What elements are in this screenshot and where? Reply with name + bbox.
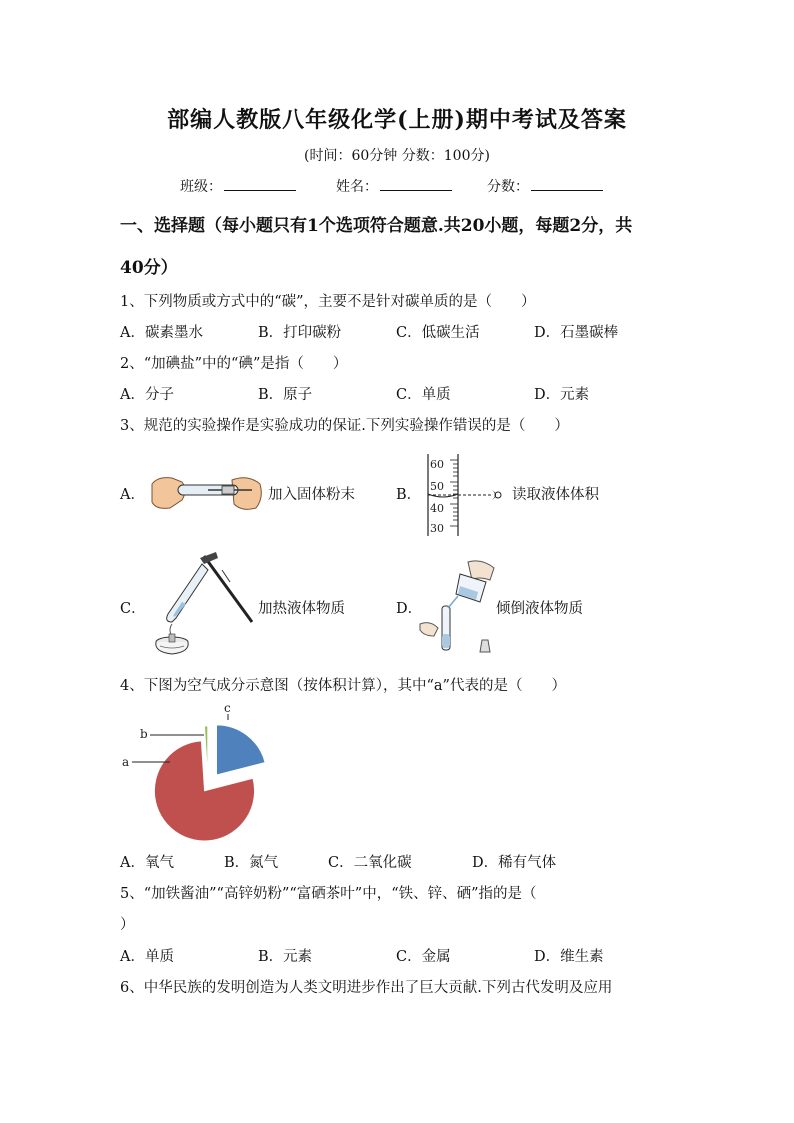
q3-option-c-letter[interactable]: C． (120, 601, 146, 617)
pie-slice-c (217, 725, 265, 775)
class-field (180, 176, 296, 196)
pie-label-a: a (122, 755, 130, 769)
q1-option-a[interactable]: A．碳素墨水 (120, 325, 203, 341)
section-heading: 一、选择题（每小题只有1个选项符合题意.共20小题，每题2分，共 (120, 216, 633, 236)
q3-option-d-letter[interactable]: D． (396, 601, 423, 617)
q5-option-c[interactable]: C．金属 (396, 949, 451, 965)
q3-option-d-label: 倾倒液体物质 (496, 601, 583, 617)
q4-option-c[interactable]: C．二氧化碳 (328, 855, 412, 871)
score-field (487, 176, 603, 196)
question-6-stem: 6、中华民族的发明创造为人类文明进步作出了巨大贡献.下列古代发明及应用 (120, 980, 613, 996)
class-label: 班级： (180, 179, 222, 195)
pouring-liquid-icon (416, 556, 498, 656)
exam-time-score: (时间：60分钟 分数：100分) (304, 148, 490, 164)
pie-slice-b (205, 726, 208, 776)
q5-option-a[interactable]: A．单质 (120, 949, 174, 965)
q5-option-b[interactable]: B．元素 (258, 949, 313, 965)
name-blank[interactable] (380, 176, 452, 191)
question-1-stem: 1、下列物质或方式中的“碳”，主要不是针对碳单质的是（ ） (120, 294, 536, 310)
question-4-stem: 4、下图为空气成分示意图（按体积计算），其中“a”代表的是（ ） (120, 678, 566, 694)
q3-option-a-label: 加入固体粉末 (268, 487, 355, 503)
cylinder-tick-30: 30 (430, 522, 444, 535)
q3-option-c-label: 加热液体物质 (258, 601, 345, 617)
score-label: 分数： (487, 179, 529, 195)
page-title: 部编人教版八年级化学(上册)期中考试及答案 (167, 107, 627, 133)
score-blank[interactable] (531, 176, 603, 191)
q3-option-b-letter[interactable]: B． (396, 487, 422, 503)
q4-option-d[interactable]: D．稀有气体 (472, 855, 557, 871)
name-field (336, 176, 452, 196)
q4-option-b[interactable]: B．氮气 (224, 855, 279, 871)
q1-option-b[interactable]: B．打印碳粉 (258, 325, 342, 341)
q1-option-c[interactable]: C．低碳生活 (396, 325, 480, 341)
graduated-cylinder-icon (424, 452, 514, 538)
question-5-stem: 5、“加铁酱油”“高锌奶粉”“富硒茶叶”中，“铁、锌、硒”指的是（ (120, 886, 537, 902)
question-3-stem: 3、规范的实验操作是实验成功的保证.下列实验操作错误的是（ ） (120, 418, 569, 434)
question-5-stem-cont: ） (120, 917, 135, 933)
air-composition-pie-chart (112, 698, 272, 844)
cylinder-tick-50: 50 (430, 480, 444, 493)
name-label: 姓名： (336, 179, 378, 195)
q4-option-a[interactable]: A．氧气 (120, 855, 174, 871)
q3-option-b-label: 读取液体体积 (512, 487, 599, 503)
q2-option-b[interactable]: B．原子 (258, 387, 313, 403)
cylinder-tick-40: 40 (430, 502, 444, 515)
q2-option-c[interactable]: C．单质 (396, 387, 451, 403)
question-2-stem: 2、“加碘盐”中的“碘”是指（ ） (120, 356, 348, 372)
alcohol-lamp-heating-icon (142, 550, 256, 656)
class-blank[interactable] (224, 176, 296, 191)
q3-option-a-letter[interactable]: A． (120, 487, 145, 503)
q1-option-d[interactable]: D．石墨碳棒 (534, 325, 619, 341)
q2-option-d[interactable]: D．元素 (534, 387, 590, 403)
pie-label-b: b (140, 727, 148, 741)
cylinder-tick-60: 60 (430, 458, 444, 471)
test-tube-powder-icon (148, 470, 266, 516)
pie-label-c: c (224, 701, 231, 715)
section-heading-cont: 40分） (120, 258, 178, 278)
q2-option-a[interactable]: A．分子 (120, 387, 174, 403)
q5-option-d[interactable]: D．维生素 (534, 949, 604, 965)
